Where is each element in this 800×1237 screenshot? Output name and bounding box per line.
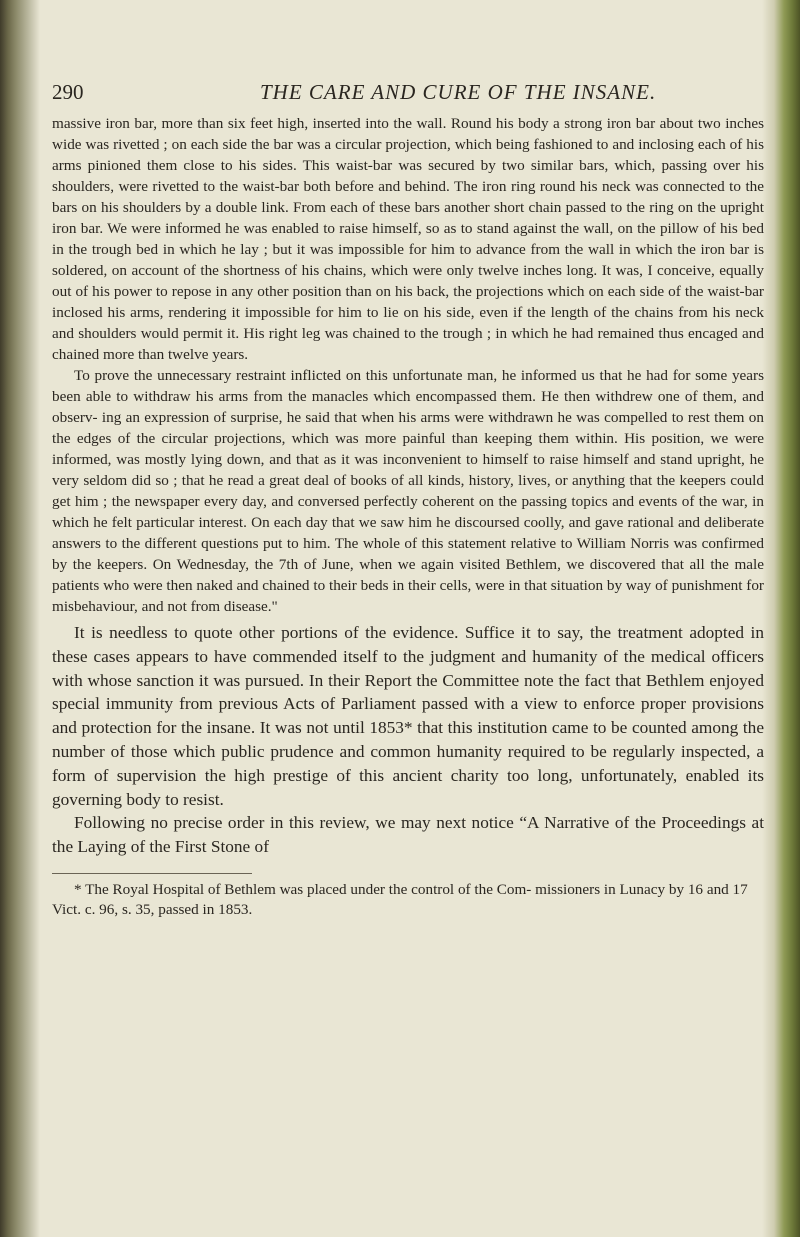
footnote-text: * The Royal Hospital of Bethlem was placed under the control of the Com- missioners in Lunacy by 16 and 17 Vict. c. 96, s. 35, passed in 1853. xyxy=(52,880,748,918)
page-edge-shadow xyxy=(762,0,800,1237)
quote-paragraph: To prove the unnecessary restraint inflicted on this unfortunate man, he informed us that he had for some years been able to withdraw his arms from the manacles which encompassed them. He then withdrew one of them, and observ- ing an expression of surprise, he said that when his arms were withdrawn he was compelled to rest them on the edges of the circular projections, which was more painful than keeping them within. His position, we were informed, was mostly lying down, and that as it was inconvenient to himself to raise himself and stand upright, he very seldom did so ; that he read a great deal of books of all kinds, history, lives, or anything that the keepers could get him ; the newspaper every day, and conversed perfectly coherent on the passing topics and events of the war, in which he felt particular interest. On each day that we saw him he discoursed coolly, and gave rational and deliberate answers to the different questions put to him. The whole of this statement relative to William Norris was confirmed by the keepers. On Wednesday, the 7th of June, when we again visited Bethlem, we discovered that all the male patients who were then naked and chained to their beds in their cells, were in that situation by way of punishment for misbehaviour, and not from disease." xyxy=(52,367,764,615)
footnote-rule xyxy=(52,873,252,874)
body-paragraph: Following no precise order in this review, we may next notice “A Narrative of the Proceedings at the Laying of the First Stone of xyxy=(52,813,764,857)
body-paragraph: It is needless to quote other portions of the evidence. Suffice it to say, the treatment adopted in these cases appears to have commended itself to the judgment and humanity of the medical officers with whose sanction it was pursued. In their Report the Committee note the fact that Bethlem enjoyed special immunity from previous Acts of Parliament passed with a view to enforce proper provisions and protection for the insane. It was not until 1853* that this institution came to be counted among the number of those which public prudence and common humanity required to be regularly inspected, a form of supervision the high prestige of this ancient charity too long, unfortunately, enabled its governing body to resist. xyxy=(52,623,764,809)
running-title: THE CARE AND CURE OF THE INSANE. xyxy=(260,80,657,104)
footnote xyxy=(52,880,764,920)
book-page xyxy=(52,80,764,920)
quote-paragraph: massive iron bar, more than six feet high, inserted into the wall. Round his body a strong iron bar about two inches wide was rivetted ; on each side the bar was a circular projection, which being fashioned to and inclosing each of his arms pinioned them close to his sides. This waist-bar was secured by two similar bars, which, passing over his shoulders, were rivetted to the waist-bar both before and behind. The iron ring round his neck was connected to the bars on his shoulders by a double link. From each of these bars another short chain passed to the ring on the upright iron bar. We were informed he was enabled to raise himself, so as to stand against the wall, on the pillow of his bed in the trough bed in which he lay ; but it was impossible for him to advance from the wall in which the iron bar is soldered, on account of the shortness of his chains, which were only twelve inches long. It was, I conceive, equally out of his power to repose in any other position than on his back, the projections which on each side of the waist-bar inclosed his arms, rendering it impossible for him to lie on his side, even if the length of the chains from his neck and shoulders would permit it. His right leg was chained to the trough ; in which he had remained thus encaged and chained more than twelve years. xyxy=(52,115,764,363)
main-text xyxy=(52,621,764,859)
page-header xyxy=(52,80,764,105)
book-gutter-shadow xyxy=(0,0,40,1237)
page-number: 290 xyxy=(52,80,84,104)
quoted-evidence xyxy=(52,113,764,617)
